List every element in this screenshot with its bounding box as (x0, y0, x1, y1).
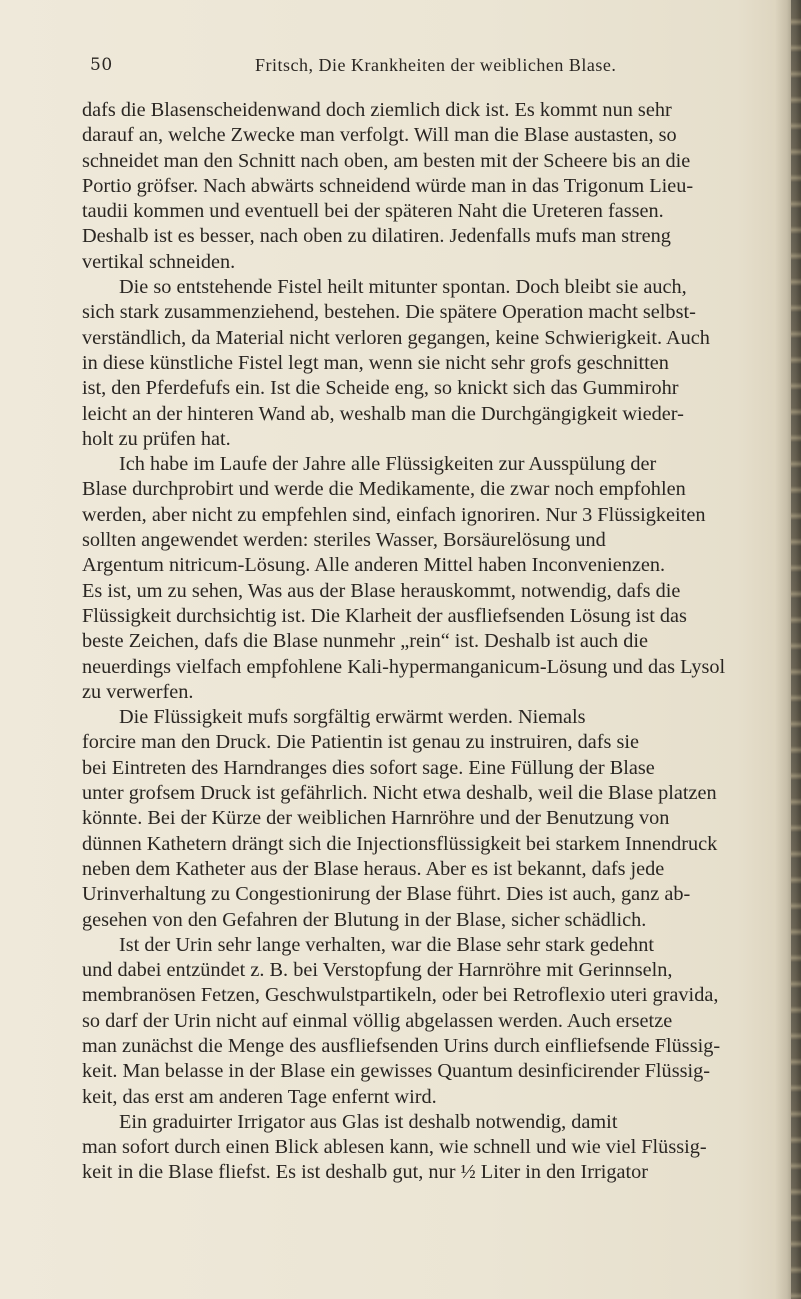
text-line: werden, aber nicht zu empfehlen sind, einfach ignoriren. Nur 3 Flüssigkeiten (82, 503, 706, 526)
binding-edge (791, 0, 801, 1299)
text-line: taudii kommen und eventuell bei der späteren Naht die Ureteren fassen. (82, 200, 664, 223)
text-line: Deshalb ist es besser, nach oben zu dilatiren. Jedenfalls mufs man streng (82, 225, 671, 248)
text-line: man sofort durch einen Blick ablesen kann, wie schnell und wie viel Flüssig- (82, 1136, 707, 1159)
text-line: neben dem Katheter aus der Blase heraus. Aber es ist bekannt, dafs jede (82, 857, 665, 880)
text-line: Ist der Urin sehr lange verhalten, war die Blase sehr stark gedehnt (119, 933, 655, 956)
text-line: Portio gröfser. Nach abwärts schneidend würde man in das Trigonum Lieu- (82, 174, 694, 197)
text-line: ist, den Pferdefufs ein. Ist die Scheide eng, so knickt sich das Gummirohr (82, 377, 679, 400)
text-line: zu verwerfen. (82, 680, 194, 703)
text-line: neuerdings vielfach empfohlene Kali-hypermanganicum-Lösung und das Lysol (82, 655, 726, 678)
text-line: membranösen Fetzen, Geschwulstpartikeln, oder bei Retroflexio uteri gravida, (82, 984, 719, 1007)
text-line: Blase durchprobirt und werde die Medikamente, die zwar noch empfohlen (82, 478, 686, 501)
text-line: man zunächst die Menge des ausfliefsenden Urins durch einfliefsende Flüssig- (82, 1034, 721, 1057)
text-line: keit in die Blase fliefst. Es ist deshalb gut, nur ½ Liter in den Irrigator (82, 1161, 649, 1184)
text-line: sollten angewendet werden: steriles Wasser, Borsäurelösung und (82, 529, 606, 552)
text-line: in diese künstliche Fistel legt man, wenn sie nicht sehr grofs geschnitten (82, 351, 669, 374)
text-line: keit, das erst am anderen Tage enfernt wird. (82, 1085, 437, 1108)
page-number: 50 (90, 55, 113, 75)
text-line: Es ist, um zu sehen, Was aus der Blase herauskommt, notwendig, dafs die (82, 579, 681, 602)
text-line: gesehen von den Gefahren der Blutung in der Blase, sicher schädlich. (82, 908, 647, 931)
text-line: Argentum nitricum-Lösung. Alle anderen Mittel haben Inconvenienzen. (82, 554, 666, 577)
text-line: vertikal schneiden. (82, 250, 236, 273)
text-line: verständlich, da Material nicht verloren gegangen, keine Schwierigkeit. Auch (82, 326, 710, 349)
text-line: Urinverhaltung zu Congestionirung der Blase führt. Dies ist auch, ganz ab- (82, 883, 691, 906)
text-line: bei Eintreten des Harndranges dies sofort sage. Eine Füllung der Blase (82, 756, 655, 779)
body-text (82, 98, 801, 1186)
running-title: Fritsch, Die Krankheiten der weiblichen Blase. (255, 55, 617, 75)
text-line: dafs die Blasenscheidenwand doch ziemlich dick ist. Es kommt nun sehr (82, 99, 672, 121)
text-line: keit. Man belasse in der Blase ein gewisses Quantum desinficirender Flüssig- (82, 1060, 711, 1083)
text-line: Flüssigkeit durchsichtig ist. Die Klarheit der ausfliefsenden Lösung ist das (82, 604, 687, 627)
paragraph-4 (82, 705, 801, 933)
text-line: darauf an, welche Zwecke man verfolgt. Will man die Blase austasten, so (82, 124, 677, 147)
text-line: dünnen Kathetern drängt sich die Injectionsflüssigkeit bei starkem Innendruck (82, 832, 718, 855)
paragraph-1 (82, 98, 801, 275)
page-header (90, 55, 770, 83)
text-line: Die Flüssigkeit mufs sorgfältig erwärmt werden. Niemals (119, 706, 586, 729)
text-line: könnte. Bei der Kürze der weiblichen Harnröhre und der Benutzung von (82, 807, 670, 830)
text-line: leicht an der hinteren Wand ab, weshalb man die Durchgängigkeit wieder- (82, 402, 684, 425)
text-line: und dabei entzündet z. B. bei Verstopfung der Harnröhre mit Gerinnseln, (82, 959, 673, 982)
text-line: schneidet man den Schnitt nach oben, am besten mit der Scheere bis an die (82, 149, 691, 172)
text-line: sich stark zusammenziehend, bestehen. Die spätere Operation macht selbst- (82, 301, 696, 324)
paragraph-2 (82, 275, 801, 452)
text-line: beste Zeichen, dafs die Blase nunmehr „rein“ ist. Deshalb ist auch die (82, 630, 648, 653)
text-line: forcire man den Druck. Die Patientin ist genau zu instruiren, dafs sie (82, 731, 640, 754)
paragraph-6 (82, 1110, 801, 1186)
text-line: Ich habe im Laufe der Jahre alle Flüssigkeiten zur Ausspülung der (119, 453, 657, 476)
text-line: holt zu prüfen hat. (82, 427, 231, 450)
text-line: so darf der Urin nicht auf einmal völlig abgelassen werden. Auch ersetze (82, 1009, 673, 1032)
text-line: unter grofsem Druck ist gefährlich. Nicht etwa deshalb, weil die Blase platzen (82, 782, 717, 805)
text-line: Ein graduirter Irrigator aus Glas ist deshalb notwendig, damit (119, 1110, 618, 1133)
paragraph-5 (82, 933, 801, 1110)
paragraph-3 (82, 452, 801, 705)
text-line: Die so entstehende Fistel heilt mitunter spontan. Doch bleibt sie auch, (119, 276, 687, 299)
